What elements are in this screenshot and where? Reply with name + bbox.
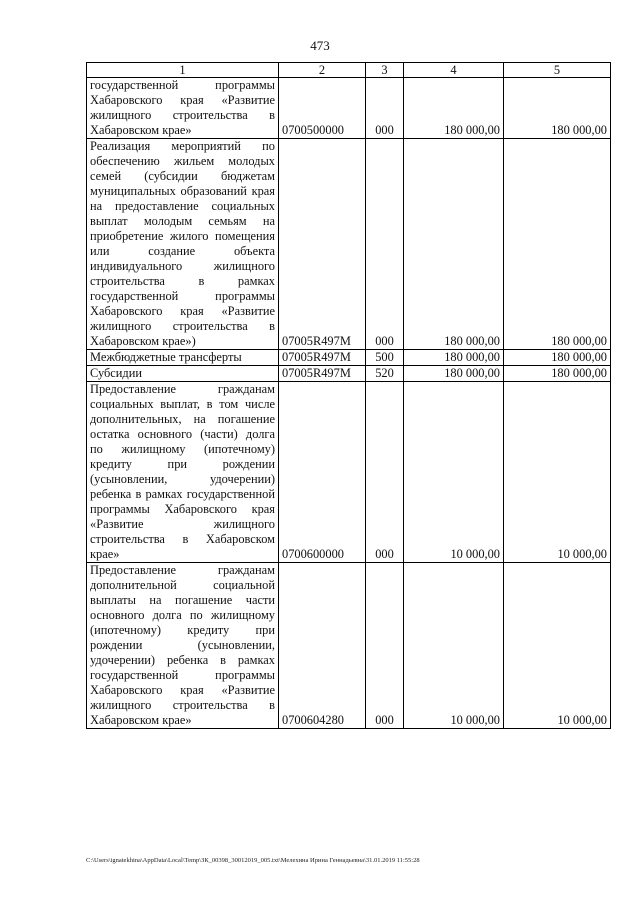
row-amount-col5: 180 000,00	[504, 78, 611, 139]
row-target-code: 0700604280	[279, 563, 366, 729]
row-target-code: 07005R497M	[279, 350, 366, 366]
row-name: Субсидии	[87, 366, 279, 382]
row-expense-type: 000	[366, 139, 404, 350]
row-target-code: 0700500000	[279, 78, 366, 139]
row-name: Предоставление гражданам социальных выплат, в том числе дополнительных, на погашение остатка основного (части) долга по жилищному (ипотечному) кредиту при рождении (усыновлении, удочерении) ребенка в рамках государственной программы Хабаровского края «Развитие жилищного строительства в Хабаровском крае»	[87, 382, 279, 563]
row-expense-type: 000	[366, 382, 404, 563]
row-expense-type: 000	[366, 78, 404, 139]
row-target-code: 07005R497M	[279, 139, 366, 350]
row-expense-type: 500	[366, 350, 404, 366]
row-amount-col4: 10 000,00	[404, 382, 504, 563]
budget-table	[86, 62, 611, 729]
header-col-5: 5	[504, 63, 611, 78]
table-row	[87, 563, 611, 729]
row-name: Предоставление гражданам дополнительной социальной выплаты на погашение части основного долга по жилищному (ипотечному) кредиту при рождении (усыновлении, удочерении) ребенка в рамках государственной программы Хабаровского края «Развитие жилищного строительства в Хабаровском крае»	[87, 563, 279, 729]
row-name: Реализация мероприятий по обеспечению жильем молодых семей (субсидии бюджетам муниципальных образований края на предоставление социальных выплат молодым семьям на приобретение жилого помещения или создание объекта индивидуального жилищного строительства в рамках государственной программы Хабаровского края «Развитие жилищного строительства в Хабаровском крае»)	[87, 139, 279, 350]
row-amount-col4: 10 000,00	[404, 563, 504, 729]
header-col-1: 1	[87, 63, 279, 78]
header-col-2: 2	[279, 63, 366, 78]
row-amount-col5: 10 000,00	[504, 563, 611, 729]
row-amount-col4: 180 000,00	[404, 139, 504, 350]
table-row	[87, 350, 611, 366]
table-row	[87, 366, 611, 382]
header-col-4: 4	[404, 63, 504, 78]
row-name: Межбюджетные трансферты	[87, 350, 279, 366]
row-amount-col5: 180 000,00	[504, 139, 611, 350]
page-number: 473	[310, 38, 330, 53]
row-amount-col5: 10 000,00	[504, 382, 611, 563]
row-expense-type: 520	[366, 366, 404, 382]
row-expense-type: 000	[366, 563, 404, 729]
row-amount-col5: 180 000,00	[504, 350, 611, 366]
table-row	[87, 382, 611, 563]
row-name: государственной программы Хабаровского края «Развитие жилищного строительства в Хабаровском крае»	[87, 78, 279, 139]
table-row	[87, 139, 611, 350]
row-amount-col5: 180 000,00	[504, 366, 611, 382]
row-amount-col4: 180 000,00	[404, 366, 504, 382]
row-target-code: 07005R497M	[279, 366, 366, 382]
row-amount-col4: 180 000,00	[404, 78, 504, 139]
header-col-3: 3	[366, 63, 404, 78]
header-row	[87, 63, 611, 78]
table-row	[87, 78, 611, 139]
row-target-code: 0700600000	[279, 382, 366, 563]
document-footer-path: C:\Users\ignatekhina\AppData\Local\Temp\ЗК_00398_30012019_005.txt\Мелехина Ирина Геннадьевна\31.01.2019 11:55:28	[86, 857, 420, 864]
row-amount-col4: 180 000,00	[404, 350, 504, 366]
